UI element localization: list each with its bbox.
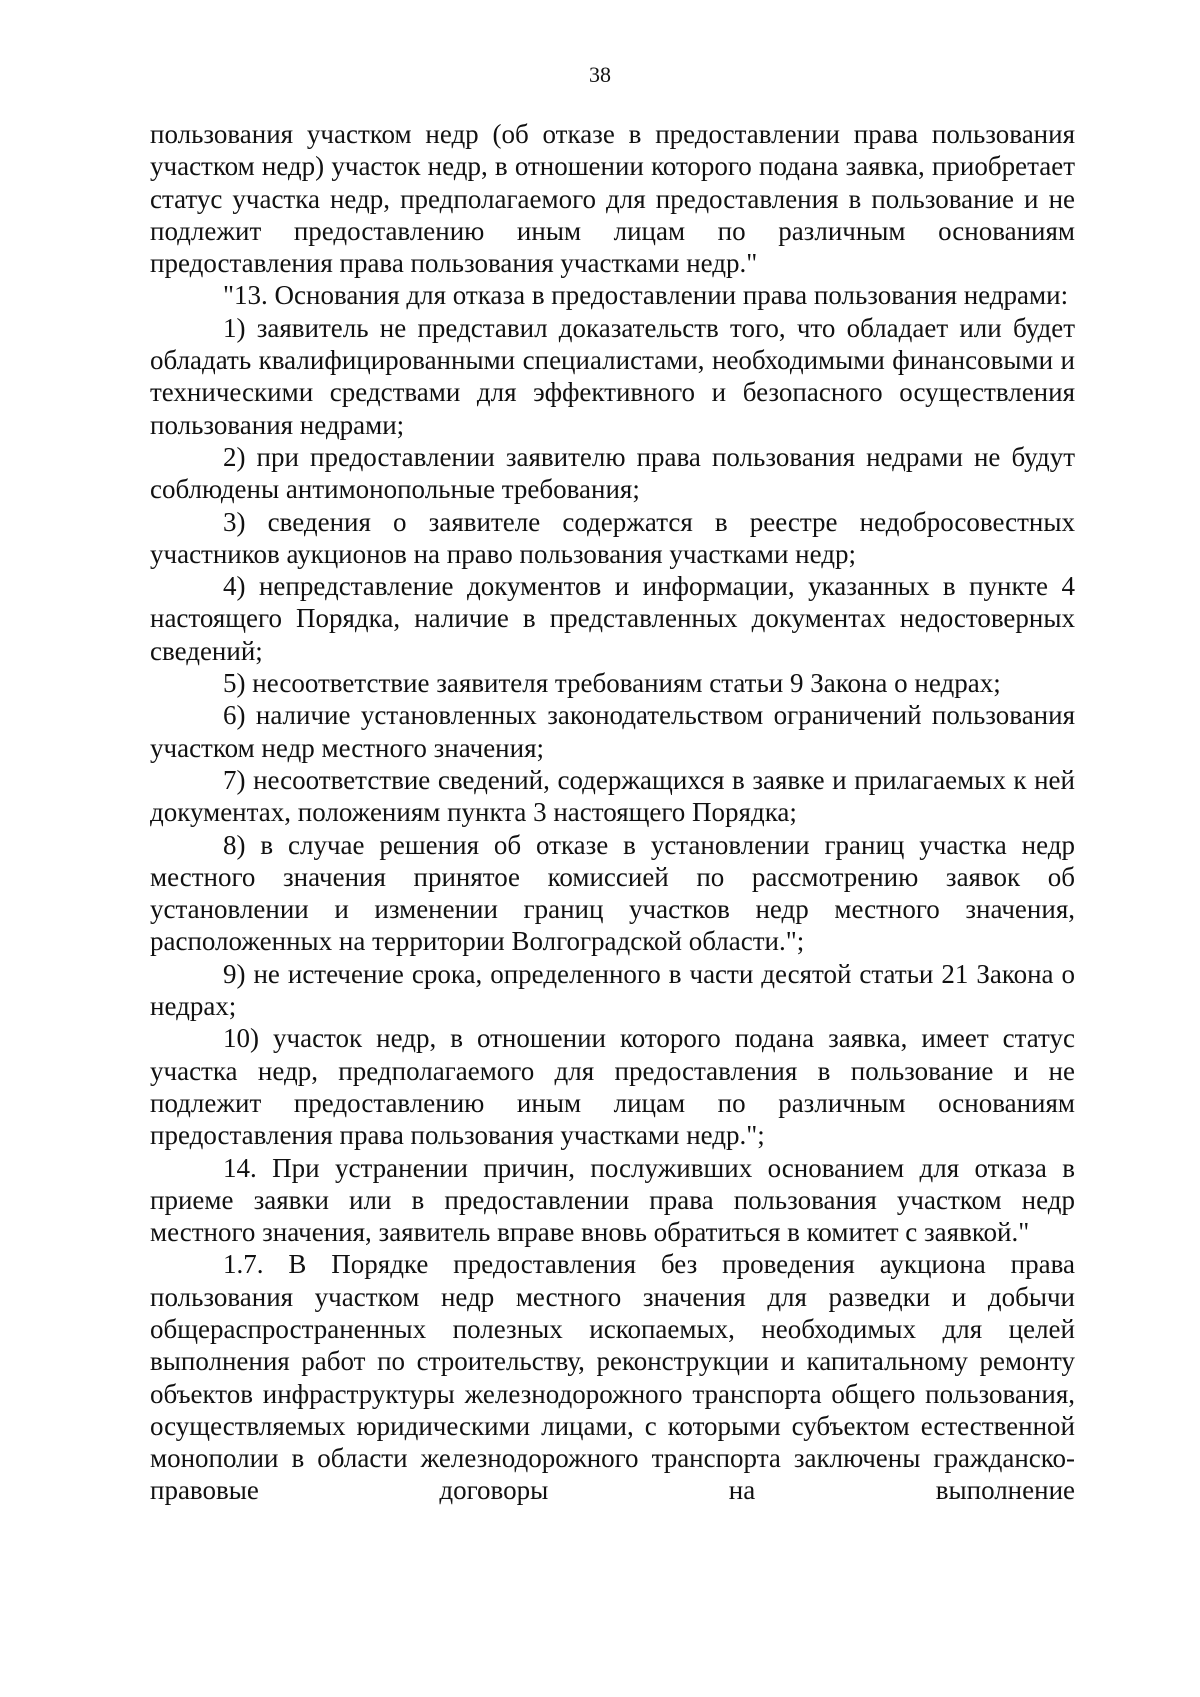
paragraph-item-7: 7) несоответствие сведений, содержащихся в заявке и прилагаемых к ней документах, положениям пункта 3 настоящего Порядка; bbox=[150, 764, 1075, 828]
paragraph-section-1-7: 1.7. В Порядке предоставления без проведения аукциона права пользования участком недр местного значения для разведки и добычи общераспространенных полезных ископаемых, необходимых для целей выполнения работ по строительству, реконструкции и капитальному ремонту объектов инфраструктуры железнодорожного транспорта общего пользования, осуществляемых юридическими лицами, с которыми субъектом естественной монополии в области железнодорожного транспорта заключены гражданско-правовые договоры на выполнение bbox=[150, 1249, 1075, 1506]
paragraph-item-3: 3) сведения о заявителе содержатся в реестре недобросовестных участников аукционов на право пользования участками недр; bbox=[150, 506, 1075, 569]
paragraph-item-1: 1) заявитель не представил доказательств того, что обладает или будет обладать квалифицированными специалистами, необходимыми финансовыми и техническими средствами для эффективного и безопасного осуществления пользования недрами; bbox=[150, 312, 1075, 440]
paragraph-item-9: 9) не истечение срока, определенного в части десятой статьи 21 Закона о недрах; bbox=[150, 958, 1075, 1022]
paragraph-item-8: 8) в случае решения об отказе в установлении границ участка недр местного значения принятое комиссией по рассмотрению заявок об установлении и изменении границ участков недр местного значения, расположенных на территории Волгоградской области."; bbox=[150, 829, 1075, 957]
paragraph-continuation: пользования участком недр (об отказе в предоставлении права пользования участком недр) участок недр, в отношении которого подана заявка, приобретает статус участка недр, предполагаемого для предоставления в пользование и не подлежит предоставлению иным лицам по различным основаниям предоставления права пользования участками недр." bbox=[150, 119, 1075, 279]
paragraph-item-2: 2) при предоставлении заявителю права пользования недрами не будут соблюдены антимонопольные требования; bbox=[150, 441, 1075, 505]
paragraph-section-14: 14. При устранении причин, послуживших основанием для отказа в приеме заявки или в предоставлении права пользования участком недр местного значения, заявитель вправе вновь обратиться в комитет с заявкой." bbox=[150, 1152, 1075, 1248]
paragraph-item-10: 10) участок недр, в отношении которого подана заявка, имеет статус участка недр, предполагаемого для предоставления в пользование и не подлежит предоставлению иным лицам по различным основаниям предоставления права пользования участками недр."; bbox=[150, 1023, 1075, 1151]
paragraph-section-13-heading: "13. Основания для отказа в предоставлении права пользования недрами: bbox=[223, 280, 1069, 311]
paragraph-item-5: 5) несоответствие заявителя требованиям статьи 9 Закона о недрах; bbox=[223, 668, 1001, 699]
paragraph-item-4: 4) непредставление документов и информации, указанных в пункте 4 настоящего Порядка, наличие в представленных документах недостоверных сведений; bbox=[150, 571, 1075, 666]
paragraph-item-6: 6) наличие установленных законодательством ограничений пользования участком недр местного значения; bbox=[150, 700, 1075, 763]
page-number: 38 bbox=[589, 62, 611, 87]
document-body bbox=[150, 118, 1075, 1507]
